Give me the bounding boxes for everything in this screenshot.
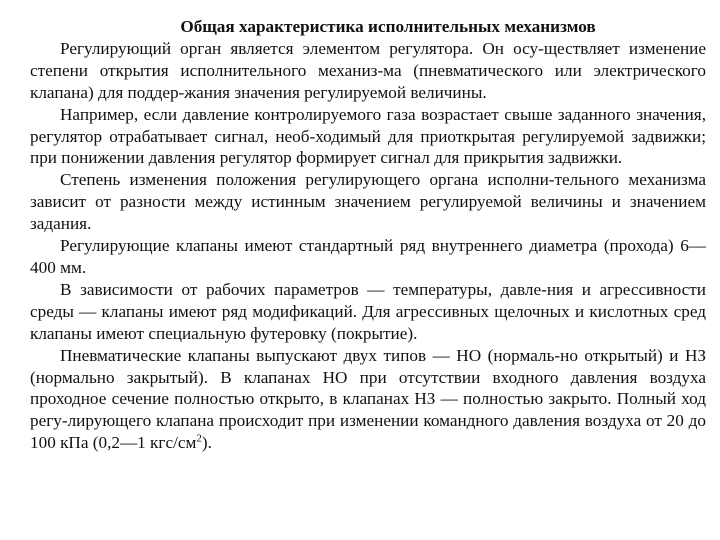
paragraph-3: Степень изменения положения регулирующего органа исполни-тельного механизма зависит от разности между истинным значением регулируемой величины и значением задания.: [30, 170, 706, 234]
paragraph-6: [30, 345, 706, 455]
document-title: Общая характеристика исполнительных механизмов: [180, 17, 596, 36]
paragraph-6-superscript: 2: [196, 432, 202, 445]
paragraph-6-ending: ).: [201, 433, 212, 453]
paragraph-5: В зависимости от рабочих параметров — температуры, давле-ния и агрессивности среды — клапаны имеют ряд модификаций. Для агрессивных щелочных и кислотных сред клапаны имеют специальную футеровку (покрытие).: [30, 279, 706, 343]
paragraph-1: Регулирующий орган является элементом регулятора. Он осу-ществляет изменение степени открытия исполнительного механиз-ма (пневматического или электрического клапана) для поддер-жания значения регулируемой величины.: [30, 38, 706, 102]
paragraph-2: Например, если давление контролируемого газа возрастает свыше заданного значения, регулятор отрабатывает сигнал, необ-ходимый для приоткрытая регулируемой задвижки; при понижении давления регулятор формирует сигнал для прикрытия задвижки.: [30, 104, 706, 168]
paragraph-6-text: Пневматические клапаны выпускают двух типов — НО (нормаль-но открытый) и НЗ (нормально закрытый). В клапанах НО при отсутствии входного давления воздуха проходное сечение полностью открыто, в клапанах НЗ — полностью закрыто. Полный ход регу-лирующего клапана происходит при изменении командного давления воздуха от 20 до 100 кПа (0,2—1 кгс/см: [30, 345, 706, 453]
document-page: [30, 16, 706, 454]
paragraph-4: Регулирующие клапаны имеют стандартный ряд внутреннего диаметра (прохода) 6—400 мм.: [30, 236, 706, 277]
